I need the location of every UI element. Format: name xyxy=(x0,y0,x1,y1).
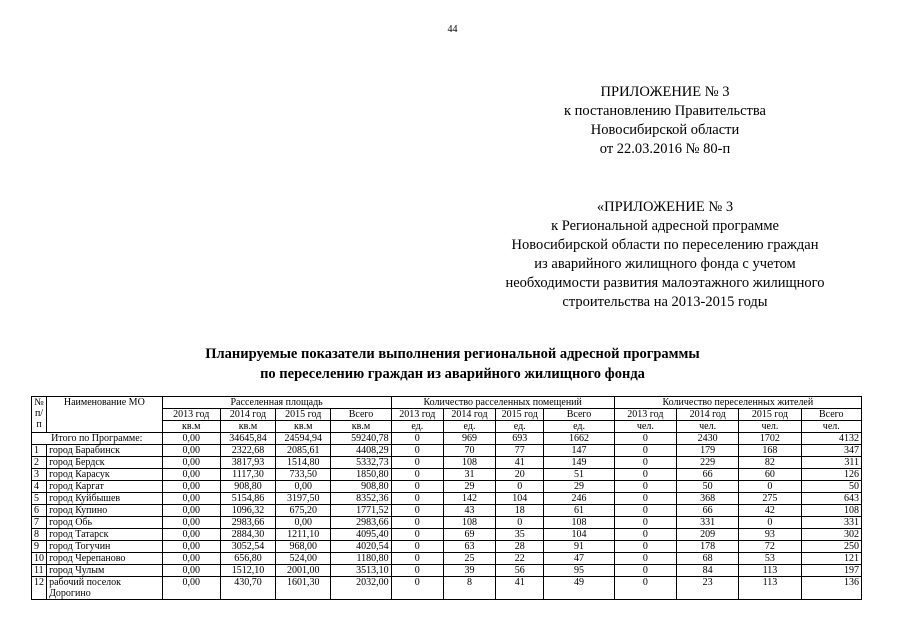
table-cell: 250 xyxy=(801,541,861,553)
table-cell: 56 xyxy=(496,565,544,577)
table-cell: 29 xyxy=(443,481,495,493)
header-total: Всего xyxy=(801,409,861,421)
total-row xyxy=(32,433,862,445)
table-cell: 0 xyxy=(614,517,676,529)
table-cell: 0 xyxy=(614,433,676,445)
table-cell: 72 xyxy=(739,541,801,553)
table-cell: 908,80 xyxy=(331,481,391,493)
title-line-1: Планируемые показатели выполнения региональной адресной программы xyxy=(205,346,700,362)
appendix-line: Новосибирской области xyxy=(590,122,740,138)
header-group-area: Расселенная площадь xyxy=(162,397,391,409)
table-cell: 34645,84 xyxy=(220,433,275,445)
table-cell: 50 xyxy=(677,481,739,493)
header-year: 2013 год xyxy=(391,409,443,421)
table-cell: 197 xyxy=(801,565,861,577)
table-cell: 77 xyxy=(496,445,544,457)
appendix-header-program xyxy=(470,198,860,312)
header-group-rooms: Количество расселенных помещений xyxy=(391,397,614,409)
table-cell: 121 xyxy=(801,553,861,565)
row-number: 6 xyxy=(32,505,47,517)
table-cell: 1514,80 xyxy=(276,457,331,469)
table-cell: 331 xyxy=(801,517,861,529)
municipality-name: город Купино xyxy=(47,505,163,517)
table-cell: 0 xyxy=(614,493,676,505)
table-cell: 29 xyxy=(544,481,614,493)
table-cell: 311 xyxy=(801,457,861,469)
total-label: Итого по Программе: xyxy=(32,433,163,445)
table-cell: 82 xyxy=(739,457,801,469)
table-cell: 0 xyxy=(391,541,443,553)
table-cell: 0 xyxy=(614,529,676,541)
table-cell: 108 xyxy=(544,517,614,529)
header-year: 2015 год xyxy=(739,409,801,421)
row-number: 7 xyxy=(32,517,47,529)
header-group-people: Количество переселенных жителей xyxy=(614,397,861,409)
table-cell: 2322,68 xyxy=(220,445,275,457)
table-row xyxy=(32,469,862,481)
table-cell: 66 xyxy=(677,505,739,517)
table-cell: 0,00 xyxy=(162,493,220,505)
header-unit: ед. xyxy=(391,421,443,433)
indicators-table xyxy=(31,396,862,600)
table-cell: 0,00 xyxy=(276,481,331,493)
table-cell: 41 xyxy=(496,577,544,600)
table-row xyxy=(32,565,862,577)
table-row xyxy=(32,505,862,517)
table-cell: 68 xyxy=(677,553,739,565)
table-cell: 675,20 xyxy=(276,505,331,517)
header-num: № п/п xyxy=(32,397,47,433)
row-number: 12 xyxy=(32,577,47,600)
table-cell: 0,00 xyxy=(162,457,220,469)
header-unit: ед. xyxy=(544,421,614,433)
table-cell: 0,00 xyxy=(162,577,220,600)
table-cell: 69 xyxy=(443,529,495,541)
table-cell: 0,00 xyxy=(162,553,220,565)
header-unit: кв.м xyxy=(331,421,391,433)
table-cell: 0 xyxy=(391,565,443,577)
appendix-line: от 22.03.2016 № 80-п xyxy=(599,141,731,157)
table-cell: 0,00 xyxy=(162,433,220,445)
row-number: 9 xyxy=(32,541,47,553)
header-year: 2015 год xyxy=(496,409,544,421)
table-cell: 23 xyxy=(677,577,739,600)
table-cell: 8 xyxy=(443,577,495,600)
table-cell: 209 xyxy=(677,529,739,541)
table-cell: 63 xyxy=(443,541,495,553)
table-cell: 0 xyxy=(391,469,443,481)
municipality-name: город Чулым xyxy=(47,565,163,577)
table-cell: 347 xyxy=(801,445,861,457)
table-cell: 1771,52 xyxy=(331,505,391,517)
table-cell: 3513,10 xyxy=(331,565,391,577)
table-cell: 0,00 xyxy=(162,481,220,493)
table-cell: 5332,73 xyxy=(331,457,391,469)
table-cell: 20 xyxy=(496,469,544,481)
table-row xyxy=(32,457,862,469)
appendix-line: из аварийного жилищного фонда с учетом xyxy=(534,256,796,272)
table-cell: 430,70 xyxy=(220,577,275,600)
title-line-2: по переселению граждан из аварийного жилищного фонда xyxy=(260,366,645,382)
table-cell: 229 xyxy=(677,457,739,469)
table-cell: 0 xyxy=(614,505,676,517)
table-cell: 104 xyxy=(496,493,544,505)
table-cell: 53 xyxy=(739,553,801,565)
municipality-name: город Барабинск xyxy=(47,445,163,457)
table-cell: 8352,36 xyxy=(331,493,391,505)
row-number: 1 xyxy=(32,445,47,457)
municipality-name: рабочий поселок Дорогино xyxy=(47,577,163,600)
table-cell: 2032,00 xyxy=(331,577,391,600)
table-cell: 1850,80 xyxy=(331,469,391,481)
header-unit: ед. xyxy=(496,421,544,433)
table-cell: 0 xyxy=(391,493,443,505)
table-cell: 126 xyxy=(801,469,861,481)
table-cell: 18 xyxy=(496,505,544,517)
table-cell: 0 xyxy=(391,577,443,600)
municipality-name: город Куйбышев xyxy=(47,493,163,505)
table-cell: 108 xyxy=(443,517,495,529)
header-unit: кв.м xyxy=(220,421,275,433)
appendix-line: к постановлению Правительства xyxy=(564,103,766,119)
table-cell: 733,50 xyxy=(276,469,331,481)
table-cell: 2983,66 xyxy=(331,517,391,529)
table-cell: 70 xyxy=(443,445,495,457)
header-year: 2014 год xyxy=(677,409,739,421)
table-cell: 2001,00 xyxy=(276,565,331,577)
table-cell: 0,00 xyxy=(162,469,220,481)
table-cell: 113 xyxy=(739,565,801,577)
table-cell: 0,00 xyxy=(276,517,331,529)
table-row xyxy=(32,481,862,493)
table-cell: 0 xyxy=(391,445,443,457)
table-cell: 1180,80 xyxy=(331,553,391,565)
table-cell: 1211,10 xyxy=(276,529,331,541)
appendix-line: Новосибирской области по переселению граждан xyxy=(511,237,819,253)
table-cell: 0 xyxy=(614,565,676,577)
header-unit: ед. xyxy=(443,421,495,433)
table-cell: 168 xyxy=(739,445,801,457)
table-cell: 331 xyxy=(677,517,739,529)
table-cell: 275 xyxy=(739,493,801,505)
table-cell: 368 xyxy=(677,493,739,505)
table-cell: 1512,10 xyxy=(220,565,275,577)
table-cell: 656,80 xyxy=(220,553,275,565)
table-cell: 0 xyxy=(391,457,443,469)
table-cell: 643 xyxy=(801,493,861,505)
table-cell: 5154,86 xyxy=(220,493,275,505)
table-cell: 147 xyxy=(544,445,614,457)
table-cell: 1702 xyxy=(739,433,801,445)
appendix-line: необходимости развития малоэтажного жилищного xyxy=(505,275,825,291)
table-cell: 0 xyxy=(739,517,801,529)
table-row xyxy=(32,529,862,541)
appendix-line: строительства на 2013-2015 годы xyxy=(562,294,768,310)
row-number: 4 xyxy=(32,481,47,493)
page-number: 44 xyxy=(447,24,458,35)
header-unit: чел. xyxy=(614,421,676,433)
table-cell: 0 xyxy=(496,517,544,529)
table-cell: 35 xyxy=(496,529,544,541)
header-unit: кв.м xyxy=(162,421,220,433)
header-unit: чел. xyxy=(801,421,861,433)
header-year: 2014 год xyxy=(220,409,275,421)
table-cell: 66 xyxy=(677,469,739,481)
table-cell: 4132 xyxy=(801,433,861,445)
document-title xyxy=(0,344,905,384)
table-cell: 968,00 xyxy=(276,541,331,553)
header-total: Всего xyxy=(544,409,614,421)
table-cell: 524,00 xyxy=(276,553,331,565)
table-cell: 113 xyxy=(739,577,801,600)
table-cell: 60 xyxy=(739,469,801,481)
table-cell: 0 xyxy=(391,529,443,541)
table-cell: 0,00 xyxy=(162,541,220,553)
table-row xyxy=(32,577,862,600)
table-cell: 0 xyxy=(391,505,443,517)
header-unit: чел. xyxy=(739,421,801,433)
table-cell: 22 xyxy=(496,553,544,565)
municipality-name: город Обь xyxy=(47,517,163,529)
row-number: 2 xyxy=(32,457,47,469)
table-cell: 93 xyxy=(739,529,801,541)
table-cell: 0,00 xyxy=(162,529,220,541)
table-cell: 302 xyxy=(801,529,861,541)
table-cell: 693 xyxy=(496,433,544,445)
header-year: 2014 год xyxy=(443,409,495,421)
table-row xyxy=(32,517,862,529)
table-cell: 178 xyxy=(677,541,739,553)
appendix-line: ПРИЛОЖЕНИЕ № 3 xyxy=(600,84,730,100)
table-cell: 179 xyxy=(677,445,739,457)
table-cell: 25 xyxy=(443,553,495,565)
appendix-header-decree xyxy=(540,83,790,159)
table-cell: 61 xyxy=(544,505,614,517)
table-cell: 0 xyxy=(391,481,443,493)
table-cell: 0 xyxy=(391,517,443,529)
header-year: 2013 год xyxy=(614,409,676,421)
table-cell: 0,00 xyxy=(162,517,220,529)
table-cell: 4020,54 xyxy=(331,541,391,553)
table-cell: 3052,54 xyxy=(220,541,275,553)
table-cell: 1601,30 xyxy=(276,577,331,600)
table-cell: 0 xyxy=(614,577,676,600)
table-cell: 3197,50 xyxy=(276,493,331,505)
header-row-groups xyxy=(32,397,862,409)
table-cell: 969 xyxy=(443,433,495,445)
table-cell: 95 xyxy=(544,565,614,577)
table-cell: 0 xyxy=(614,553,676,565)
table-cell: 108 xyxy=(801,505,861,517)
appendix-line: «ПРИЛОЖЕНИЕ № 3 xyxy=(596,199,734,215)
table-cell: 31 xyxy=(443,469,495,481)
table-cell: 246 xyxy=(544,493,614,505)
table-cell: 0,00 xyxy=(162,565,220,577)
table-cell: 49 xyxy=(544,577,614,600)
table-row xyxy=(32,445,862,457)
table-cell: 42 xyxy=(739,505,801,517)
row-number: 8 xyxy=(32,529,47,541)
table-cell: 43 xyxy=(443,505,495,517)
header-total: Всего xyxy=(331,409,391,421)
table-cell: 1096,32 xyxy=(220,505,275,517)
table-cell: 2884,30 xyxy=(220,529,275,541)
table-cell: 0 xyxy=(614,457,676,469)
table-cell: 91 xyxy=(544,541,614,553)
appendix-line: к Региональной адресной программе xyxy=(551,218,779,234)
row-number: 10 xyxy=(32,553,47,565)
table-cell: 1117,30 xyxy=(220,469,275,481)
table-cell: 2430 xyxy=(677,433,739,445)
table-cell: 51 xyxy=(544,469,614,481)
table-cell: 4095,40 xyxy=(331,529,391,541)
table-cell: 0 xyxy=(496,481,544,493)
table-cell: 41 xyxy=(496,457,544,469)
table-cell: 84 xyxy=(677,565,739,577)
table-row xyxy=(32,493,862,505)
row-number: 5 xyxy=(32,493,47,505)
table-cell: 104 xyxy=(544,529,614,541)
table-row xyxy=(32,541,862,553)
table-cell: 136 xyxy=(801,577,861,600)
header-name: Наименование МО xyxy=(47,397,163,433)
table-cell: 3817,93 xyxy=(220,457,275,469)
table-cell: 108 xyxy=(443,457,495,469)
municipality-name: город Черепаново xyxy=(47,553,163,565)
table-cell: 2983,66 xyxy=(220,517,275,529)
table-cell: 1662 xyxy=(544,433,614,445)
table-row xyxy=(32,553,862,565)
table-cell: 0 xyxy=(614,481,676,493)
row-number: 11 xyxy=(32,565,47,577)
municipality-name: город Каргат xyxy=(47,481,163,493)
table-cell: 0,00 xyxy=(162,505,220,517)
table-cell: 908,80 xyxy=(220,481,275,493)
table-cell: 142 xyxy=(443,493,495,505)
header-unit: кв.м xyxy=(276,421,331,433)
table-cell: 39 xyxy=(443,565,495,577)
table-cell: 4408,29 xyxy=(331,445,391,457)
municipality-name: город Тогучин xyxy=(47,541,163,553)
table-cell: 47 xyxy=(544,553,614,565)
row-number: 3 xyxy=(32,469,47,481)
table-cell: 0 xyxy=(391,433,443,445)
header-year: 2013 год xyxy=(162,409,220,421)
table-cell: 28 xyxy=(496,541,544,553)
table-cell: 0,00 xyxy=(162,445,220,457)
table-cell: 59240,78 xyxy=(331,433,391,445)
table-cell: 0 xyxy=(391,553,443,565)
header-unit: чел. xyxy=(677,421,739,433)
table-cell: 0 xyxy=(614,469,676,481)
table-cell: 0 xyxy=(614,541,676,553)
municipality-name: город Татарск xyxy=(47,529,163,541)
table-cell: 149 xyxy=(544,457,614,469)
table-cell: 0 xyxy=(614,445,676,457)
municipality-name: город Бердск xyxy=(47,457,163,469)
table-cell: 50 xyxy=(801,481,861,493)
header-year: 2015 год xyxy=(276,409,331,421)
municipality-name: город Карасук xyxy=(47,469,163,481)
table-cell: 24594,94 xyxy=(276,433,331,445)
table-cell: 2085,61 xyxy=(276,445,331,457)
table-cell: 0 xyxy=(739,481,801,493)
